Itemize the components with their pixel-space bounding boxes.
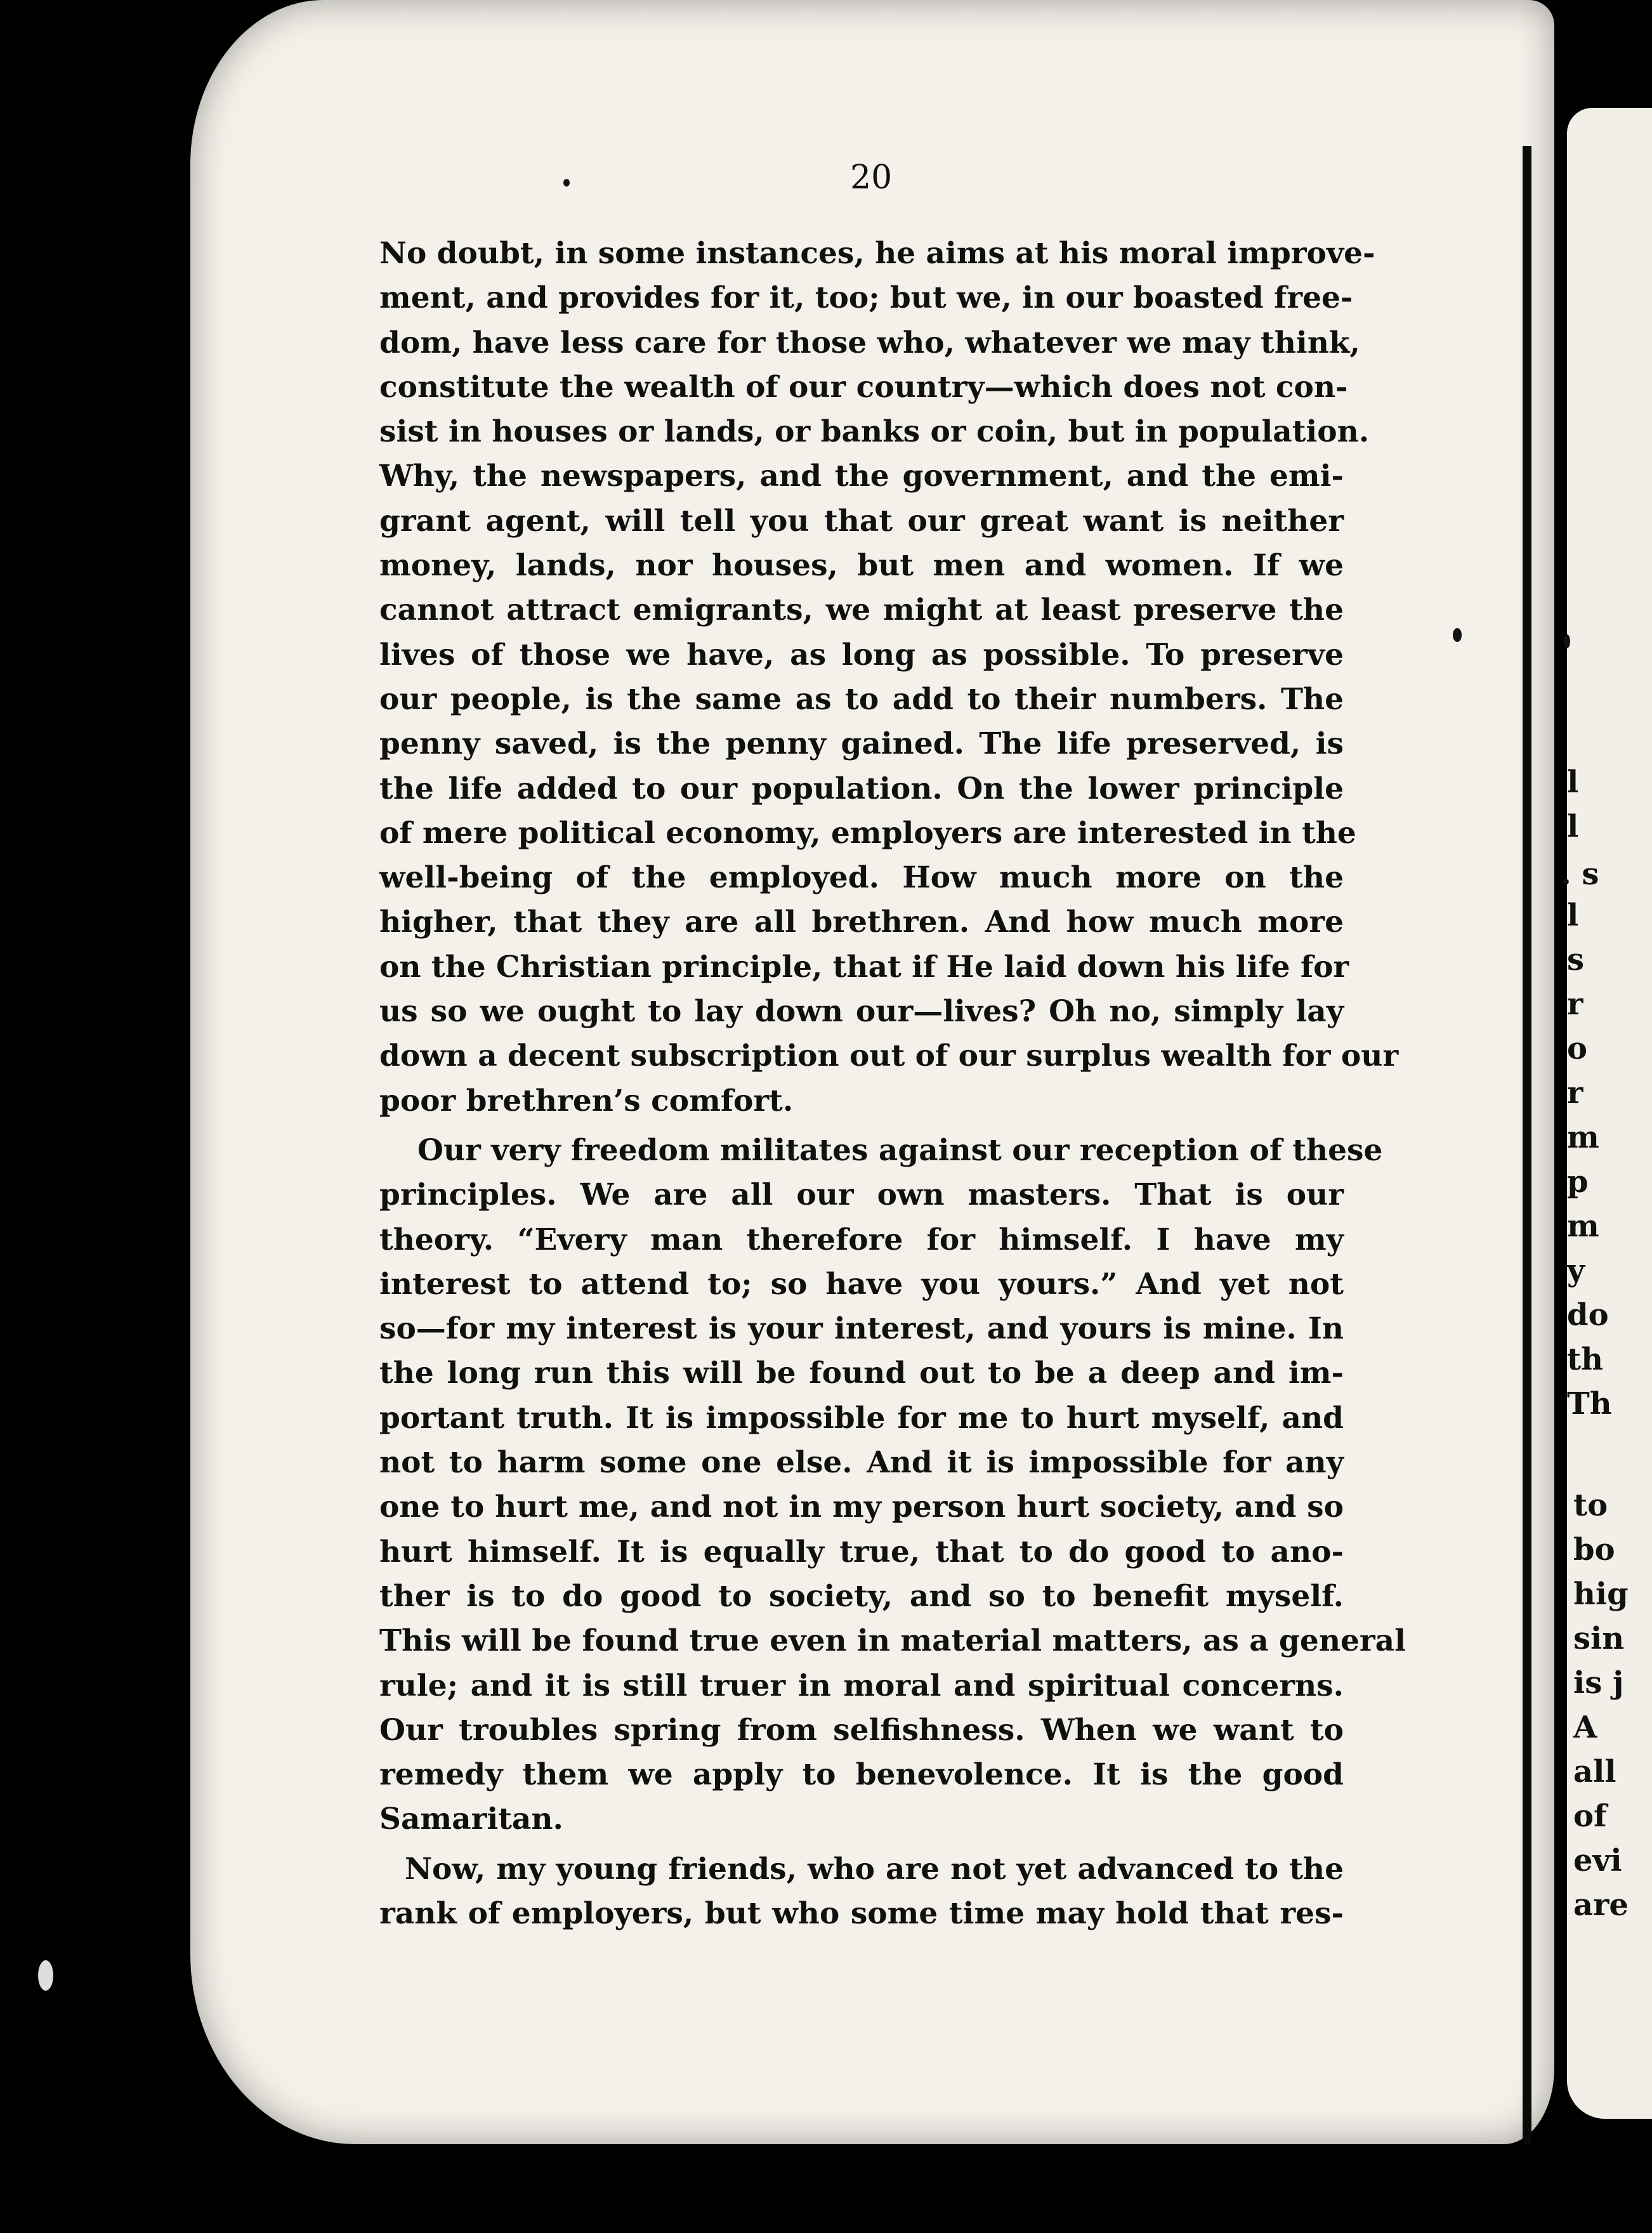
text-line: us so we ought to lay down our—lives? Oh no, simply lay (379, 994, 1344, 1030)
next-page-text: l (1567, 809, 1579, 844)
text-line: down a decent subscription out of our surplus wealth for our (379, 1038, 1399, 1074)
body-text (379, 232, 1406, 1936)
text-line: Our troubles spring from selfishness. When we want to (379, 1712, 1344, 1748)
text-line: the life added to our population. On the lower principle (379, 771, 1344, 806)
text-line: principles. We are all our own masters. That is our (379, 1177, 1344, 1213)
paragraph-gap (379, 1123, 1344, 1129)
text-line: hurt himself. It is equally true, that to do good to ano- (379, 1534, 1344, 1569)
next-page-text: m (1567, 1208, 1599, 1244)
ink-speck (563, 179, 570, 187)
next-page-text: r (1567, 986, 1583, 1022)
next-page-text: l (1567, 898, 1579, 933)
text-line: well-being of the employed. How much more on the (379, 860, 1344, 896)
text-line: penny saved, is the penny gained. The life preserved, is (379, 726, 1344, 762)
text-line: lives of those we have, as long as possible. To preserve (379, 637, 1344, 672)
text-line: dom, have less care for those who, whatever we may think, (379, 325, 1360, 360)
next-page-text: . s (1561, 856, 1599, 892)
text-line: Samaritan. (379, 1802, 563, 1837)
next-page-text: is j (1573, 1665, 1624, 1701)
next-page-text: all (1573, 1754, 1616, 1790)
text-line: our people, is the same as to add to their numbers. The (379, 681, 1344, 717)
text-line: money, lands, nor houses, but men and women. If we (379, 548, 1344, 584)
ink-speck (1564, 634, 1570, 648)
page-number: 20 (850, 159, 893, 197)
next-page-text: l (1567, 764, 1579, 800)
text-line: rank of employers, but who some time may hold that res- (379, 1896, 1344, 1931)
text-line: This will be found true even in material matters, as a general (379, 1623, 1406, 1659)
adjacent-page-fragment (1561, 108, 1652, 2119)
text-line: so—for my interest is your interest, and yours is mine. In (379, 1311, 1344, 1347)
text-line: Our very freedom militates against our reception of these (417, 1132, 1383, 1168)
next-page-text: are (1573, 1887, 1629, 1923)
next-page-text: sin (1573, 1621, 1625, 1656)
ink-speck (1453, 628, 1462, 642)
text-line: cannot attract emigrants, we might at least preserve the (379, 593, 1344, 628)
next-page-text: s (1567, 942, 1585, 978)
page-gutter (1523, 146, 1531, 2144)
next-page-text: to (1573, 1488, 1608, 1523)
next-page-text: bo (1573, 1532, 1615, 1568)
ink-speck (38, 1960, 53, 1991)
text-line: portant truth. It is impossible for me to hurt myself, and (379, 1400, 1344, 1436)
paragraph-gap (379, 1842, 1344, 1847)
next-page-text: evi (1573, 1843, 1622, 1878)
text-line: on the Christian principle, that if He laid down his life for (379, 949, 1349, 985)
text-line: theory. “Every man therefore for himself. I have my (379, 1222, 1344, 1257)
text-line: rule; and it is still truer in moral and spiritual concerns. (379, 1668, 1344, 1703)
text-line: of mere political economy, employers are interested in the (379, 815, 1356, 851)
text-line: poor brethren’s comfort. (379, 1083, 794, 1118)
text-line: interest to attend to; so have you yours.” And yet not (379, 1266, 1344, 1302)
text-line: constitute the wealth of our country—which does not con- (379, 369, 1348, 405)
text-line: one to hurt me, and not in my person hurt society, and so (379, 1490, 1344, 1525)
text-line: No doubt, in some instances, he aims at his moral improve- (379, 236, 1375, 271)
next-page-text: A (1573, 1710, 1597, 1745)
next-page-text: p (1567, 1164, 1589, 1200)
next-page-text: Th (1567, 1386, 1612, 1422)
text-line: higher, that they are all brethren. And how much more (379, 905, 1344, 940)
next-page-text: o (1567, 1031, 1588, 1066)
next-page-text: th (1567, 1342, 1604, 1377)
next-page-text: y (1567, 1253, 1585, 1288)
text-line: Now, my young friends, who are not yet advanced to the (405, 1851, 1344, 1887)
text-line: sist in houses or lands, or banks or coin, but in population. (379, 414, 1370, 450)
next-page-text: hig (1573, 1576, 1629, 1612)
next-page-text: m (1567, 1120, 1599, 1155)
text-line: Why, the newspapers, and the government, and the emi- (379, 459, 1344, 494)
text-line: ment, and provides for it, too; but we, in our boasted free- (379, 280, 1353, 316)
text-line: grant agent, will tell you that our great want is neither (379, 503, 1344, 539)
text-line: ther is to do good to society, and so to benefit myself. (379, 1578, 1344, 1614)
text-line: the long run this will be found out to be a deep and im- (379, 1356, 1344, 1391)
text-line: not to harm some one else. And it is impossible for any (379, 1445, 1344, 1481)
next-page-text: do (1567, 1297, 1609, 1333)
text-line: remedy them we apply to benevolence. It is the good (379, 1757, 1344, 1793)
next-page-text: r (1567, 1075, 1583, 1111)
next-page-text: of (1573, 1798, 1607, 1834)
